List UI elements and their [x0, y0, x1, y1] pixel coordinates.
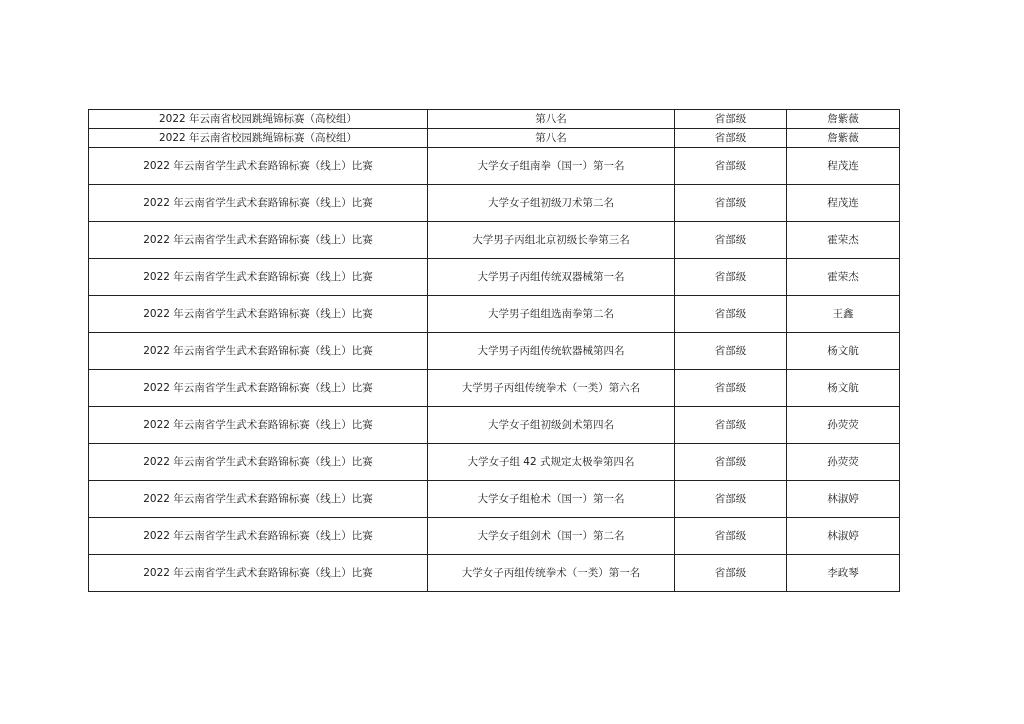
- name-cell: 霍荣杰: [787, 259, 900, 296]
- table-row: [89, 129, 900, 148]
- competition-cell: 2022 年云南省学生武术套路锦标赛（线上）比赛: [89, 444, 428, 481]
- name-cell: 程茂连: [787, 148, 900, 185]
- name-cell: 霍荣杰: [787, 222, 900, 259]
- award-cell: 大学女子组剑术（国一）第二名: [428, 518, 675, 555]
- competition-cell: 2022 年云南省学生武术套路锦标赛（线上）比赛: [89, 259, 428, 296]
- award-cell: 大学男子组组选南拳第二名: [428, 296, 675, 333]
- award-cell: 大学女子丙组传统拳术（一类）第一名: [428, 555, 675, 592]
- competition-cell: 2022 年云南省学生武术套路锦标赛（线上）比赛: [89, 518, 428, 555]
- name-cell: 林淑婷: [787, 518, 900, 555]
- name-cell: 孙荧荧: [787, 407, 900, 444]
- table-row: [89, 481, 900, 518]
- name-cell: 王鑫: [787, 296, 900, 333]
- level-cell: 省部级: [675, 333, 787, 370]
- award-cell: 大学女子组 42 式规定太极拳第四名: [428, 444, 675, 481]
- award-cell: 第八名: [428, 110, 675, 129]
- name-cell: 詹紫薇: [787, 129, 900, 148]
- table-row: [89, 148, 900, 185]
- competition-cell: 2022 年云南省校园跳绳锦标赛（高校组）: [89, 110, 428, 129]
- table-row: [89, 407, 900, 444]
- level-cell: 省部级: [675, 222, 787, 259]
- table-row: [89, 444, 900, 481]
- name-cell: 杨文航: [787, 333, 900, 370]
- award-cell: 第八名: [428, 129, 675, 148]
- table-row: [89, 333, 900, 370]
- awards-table: [88, 109, 900, 592]
- competition-cell: 2022 年云南省学生武术套路锦标赛（线上）比赛: [89, 296, 428, 333]
- competition-cell: 2022 年云南省学生武术套路锦标赛（线上）比赛: [89, 185, 428, 222]
- competition-cell: 2022 年云南省学生武术套路锦标赛（线上）比赛: [89, 370, 428, 407]
- level-cell: 省部级: [675, 129, 787, 148]
- award-cell: 大学男子丙组传统双器械第一名: [428, 259, 675, 296]
- award-cell: 大学女子组南拳（国一）第一名: [428, 148, 675, 185]
- competition-cell: 2022 年云南省学生武术套路锦标赛（线上）比赛: [89, 148, 428, 185]
- level-cell: 省部级: [675, 481, 787, 518]
- award-cell: 大学女子组初级剑术第四名: [428, 407, 675, 444]
- level-cell: 省部级: [675, 296, 787, 333]
- competition-cell: 2022 年云南省校园跳绳锦标赛（高校组）: [89, 129, 428, 148]
- level-cell: 省部级: [675, 555, 787, 592]
- table-row: [89, 185, 900, 222]
- level-cell: 省部级: [675, 110, 787, 129]
- competition-cell: 2022 年云南省学生武术套路锦标赛（线上）比赛: [89, 333, 428, 370]
- level-cell: 省部级: [675, 444, 787, 481]
- table-row: [89, 518, 900, 555]
- level-cell: 省部级: [675, 518, 787, 555]
- level-cell: 省部级: [675, 370, 787, 407]
- name-cell: 程茂连: [787, 185, 900, 222]
- name-cell: 詹紫薇: [787, 110, 900, 129]
- competition-cell: 2022 年云南省学生武术套路锦标赛（线上）比赛: [89, 555, 428, 592]
- competition-cell: 2022 年云南省学生武术套路锦标赛（线上）比赛: [89, 222, 428, 259]
- table-row: [89, 259, 900, 296]
- table-row: [89, 222, 900, 259]
- competition-cell: 2022 年云南省学生武术套路锦标赛（线上）比赛: [89, 481, 428, 518]
- table-row: [89, 296, 900, 333]
- award-cell: 大学女子组枪术（国一）第一名: [428, 481, 675, 518]
- name-cell: 孙荧荧: [787, 444, 900, 481]
- awards-table-body: [89, 110, 900, 592]
- level-cell: 省部级: [675, 185, 787, 222]
- name-cell: 林淑婷: [787, 481, 900, 518]
- table-row: [89, 370, 900, 407]
- award-cell: 大学男子丙组传统软器械第四名: [428, 333, 675, 370]
- table-row: [89, 555, 900, 592]
- award-cell: 大学女子组初级刀术第二名: [428, 185, 675, 222]
- award-cell: 大学男子丙组北京初级长拳第三名: [428, 222, 675, 259]
- award-cell: 大学男子丙组传统拳术（一类）第六名: [428, 370, 675, 407]
- name-cell: 李政琴: [787, 555, 900, 592]
- level-cell: 省部级: [675, 148, 787, 185]
- level-cell: 省部级: [675, 259, 787, 296]
- table-row: [89, 110, 900, 129]
- level-cell: 省部级: [675, 407, 787, 444]
- name-cell: 杨文航: [787, 370, 900, 407]
- competition-cell: 2022 年云南省学生武术套路锦标赛（线上）比赛: [89, 407, 428, 444]
